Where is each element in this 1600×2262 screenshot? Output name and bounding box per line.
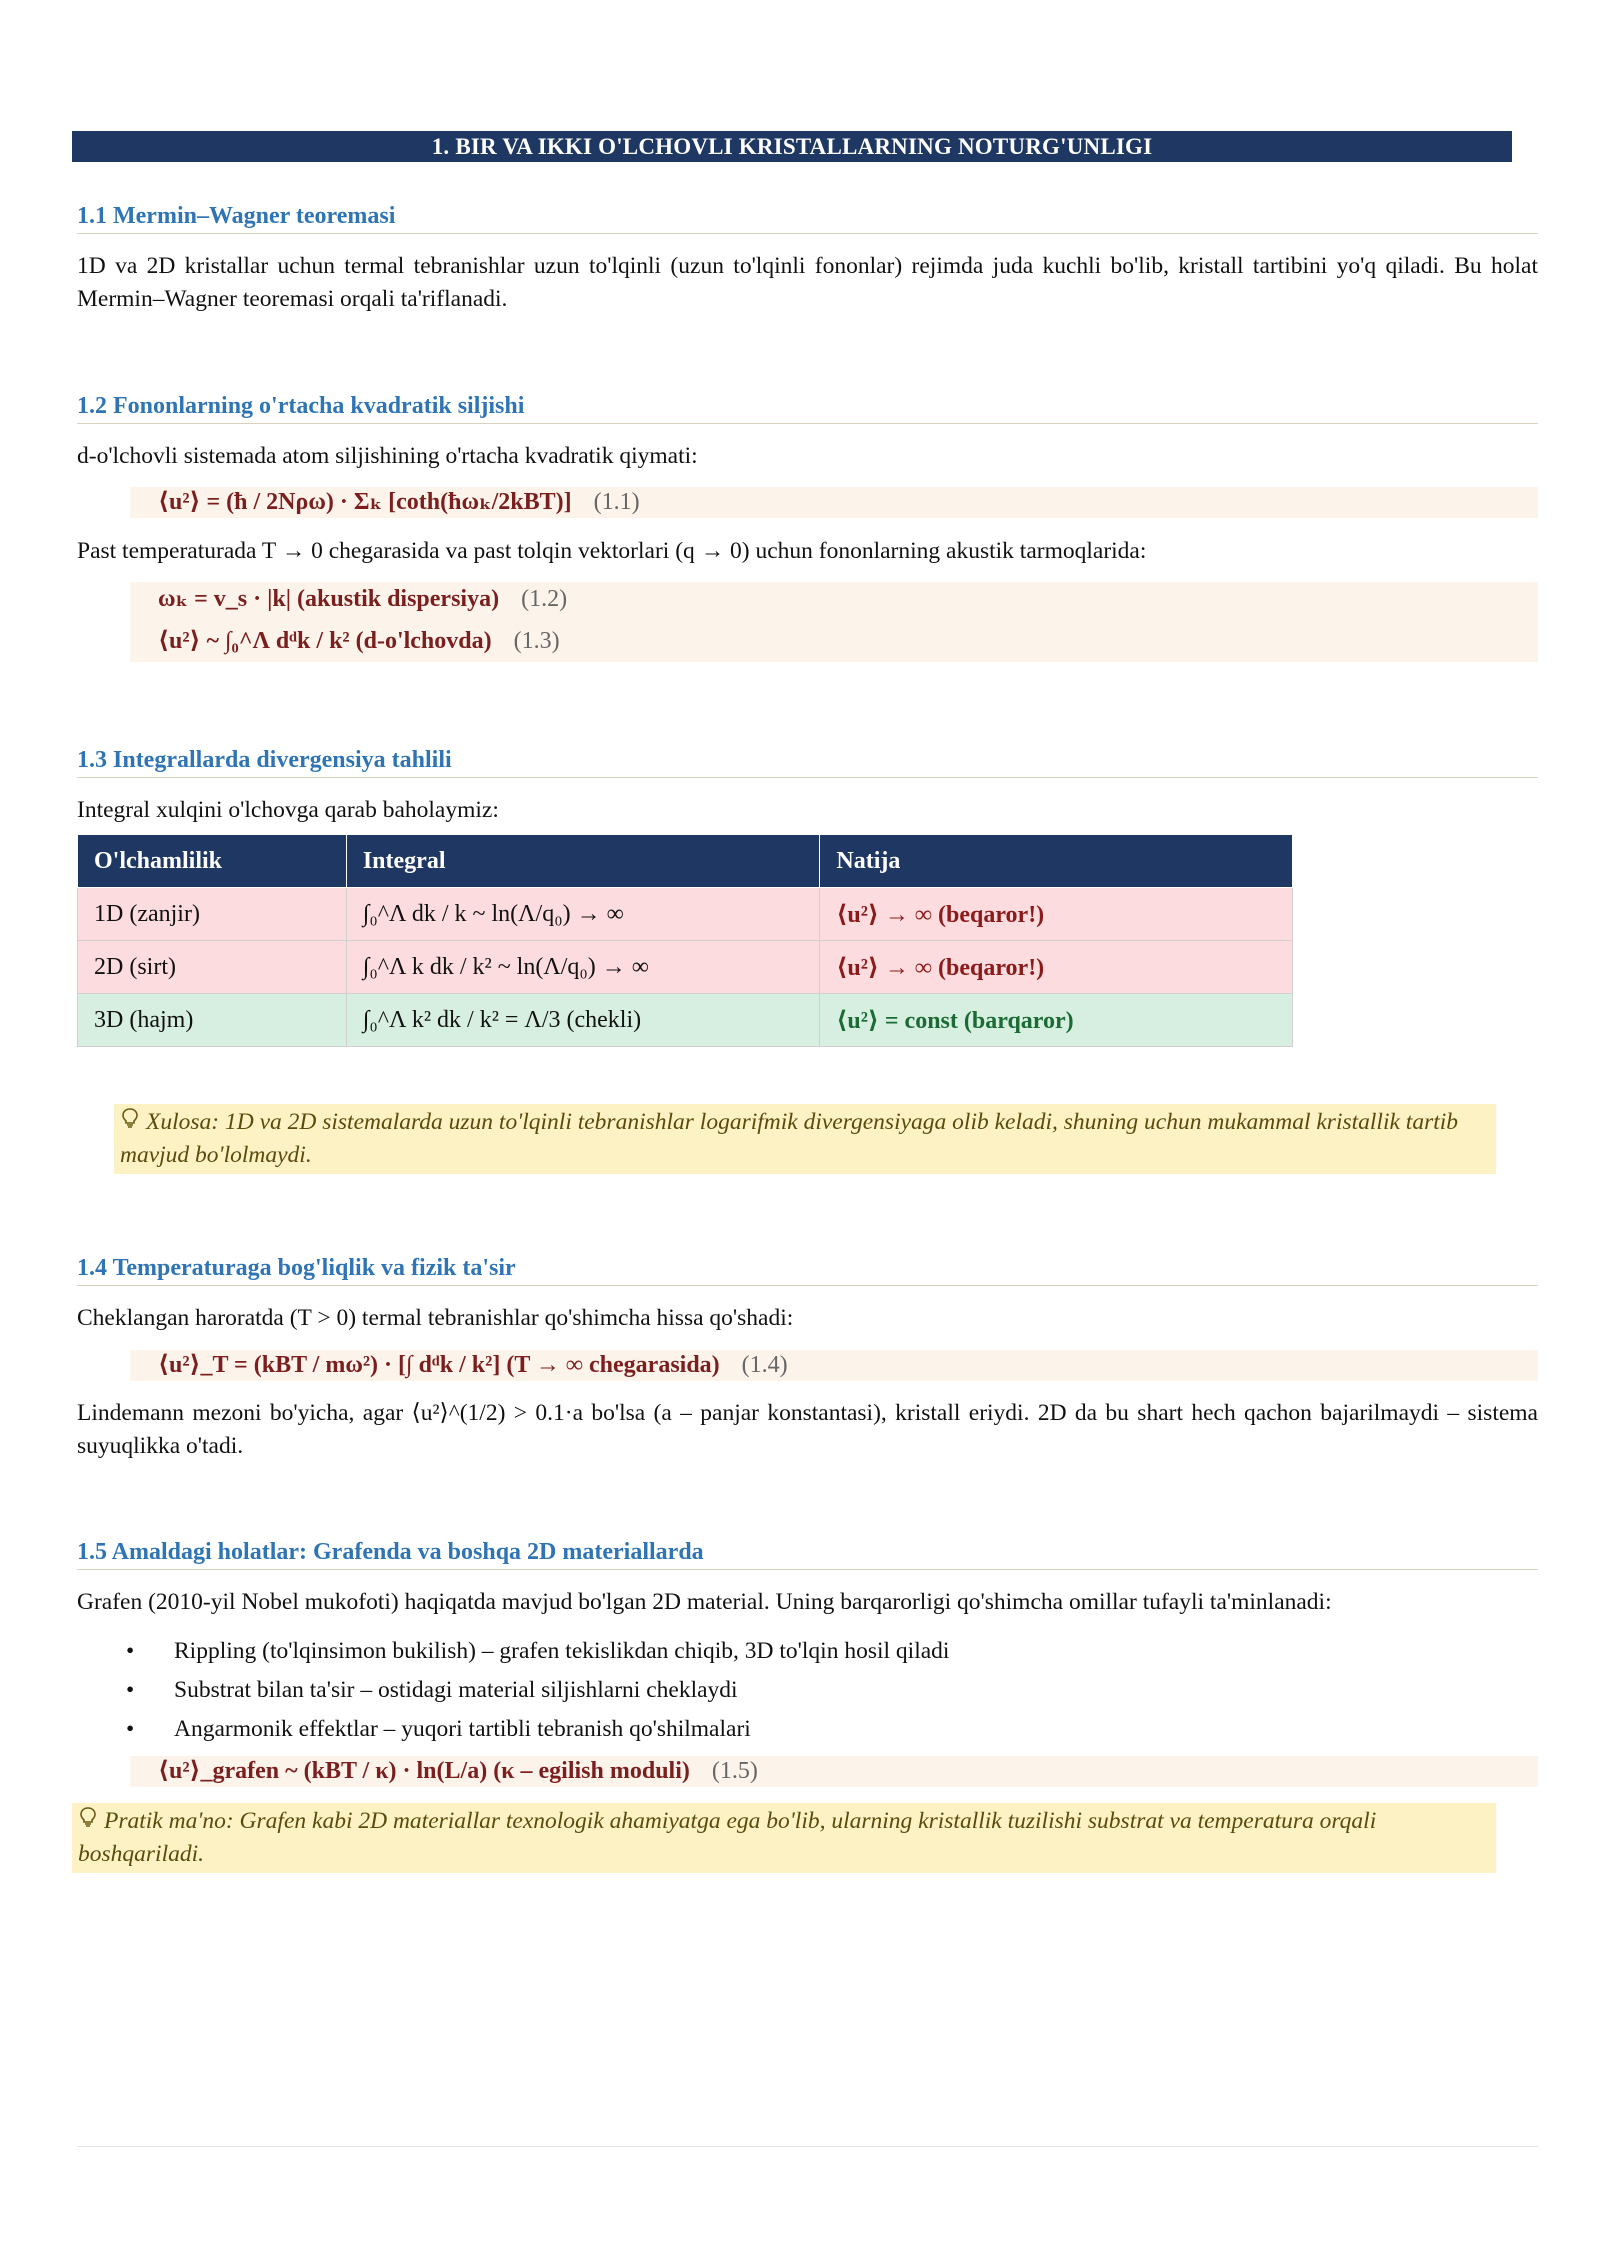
table-cell-result: ⟨u²⟩ → ∞ (beqaror!) bbox=[820, 888, 1293, 941]
practical-note bbox=[72, 1803, 1496, 1873]
conclusion-note bbox=[114, 1104, 1496, 1174]
equation-number: (1.3) bbox=[513, 628, 560, 654]
table-header-row bbox=[78, 835, 1293, 888]
paragraph-finite-temperature: Cheklangan haroratda (T > 0) termal tebranishlar qo'shimcha hissa qo'shadi: bbox=[77, 1305, 794, 1331]
chapter-title: 1. BIR VA IKKI O'LCHOVLI KRISTALLARNING NOTURG'UNLIGI bbox=[72, 131, 1512, 162]
list-item: • Angarmonik effektlar – yuqori tartibli tebranish qo'shilmalari bbox=[120, 1710, 949, 1749]
formula-1-5 bbox=[130, 1756, 1538, 1787]
table-cell-integral: ∫₀^Λ k² dk / k² = Λ/3 (chekli) bbox=[346, 994, 820, 1047]
table-row bbox=[78, 994, 1293, 1047]
section-heading-1-1: 1.1 Mermin–Wagner teoremasi bbox=[77, 201, 1538, 234]
table-cell-result: ⟨u²⟩ = const (barqaror) bbox=[820, 994, 1293, 1047]
table-cell-dimension: 3D (hajm) bbox=[78, 994, 347, 1047]
paragraph-low-temperature: Past temperaturada T → 0 chegarasida va past tolqin vektorlari (q → 0) uchun fononlarning akustik tarmoqlarida: bbox=[77, 538, 1147, 564]
formula-expression: ⟨u²⟩ = (ħ / 2Nρω) · Σₖ [coth(ħωₖ/2kBT)] bbox=[158, 489, 572, 515]
paragraph-integral-intro: Integral xulqini o'lchovga qarab baholaymiz: bbox=[77, 797, 499, 823]
formula-1-1 bbox=[130, 487, 1538, 518]
formula-expression: ⟨u²⟩_grafen ~ (kBT / κ) · ln(L/a) (κ – egilish moduli) bbox=[158, 1758, 690, 1784]
formula-expression: ⟨u²⟩_T = (kBT / mω²) · [∫ dᵈk / k²] (T → ∞ chegarasida) bbox=[158, 1352, 720, 1378]
equation-number: (1.5) bbox=[711, 1758, 758, 1784]
formula-1-4 bbox=[130, 1350, 1538, 1381]
table-header-cell: Integral bbox=[346, 835, 820, 888]
divergence-table bbox=[77, 834, 1293, 1047]
formula-expression: ⟨u²⟩ ~ ∫₀^Λ dᵈk / k² (d-o'lchovda) bbox=[158, 628, 492, 654]
paragraph-lindemann: Lindemann mezoni bo'yicha, agar ⟨u²⟩^(1/2) > 0.1·a bo'lsa (a – panjar konstantasi), kristall eriydi. 2D da bu shart hech qachon bajarilmaydi – sistema suyuqlikka o'tadi. bbox=[77, 1400, 1538, 1459]
equation-number: (1.1) bbox=[593, 489, 640, 515]
table-header-cell: O'lchamlilik bbox=[78, 835, 347, 888]
list-item: • Rippling (to'lqinsimon bukilish) – grafen tekislikdan chiqib, 3D to'lqin hosil qiladi bbox=[120, 1632, 949, 1671]
stability-factors-list bbox=[120, 1632, 949, 1749]
paragraph-intro-displacement: d-o'lchovli sistemada atom siljishining o'rtacha kvadratik qiymati: bbox=[77, 443, 698, 469]
table-cell-integral: ∫₀^Λ k dk / k² ~ ln(Λ/q₀) → ∞ bbox=[346, 941, 820, 994]
table-cell-dimension: 2D (sirt) bbox=[78, 941, 347, 994]
equation-number: (1.2) bbox=[521, 586, 568, 612]
table-row bbox=[78, 888, 1293, 941]
paragraph-mermin-wagner: 1D va 2D kristallar uchun termal tebranishlar uzun to'lqinli (uzun to'lqinli fononlar) rejimda juda kuchli bo'lib, kristall tartibini yo'q qiladi. Bu holat Mermin–Wagner teoremasi orqali ta'riflanadi. bbox=[77, 253, 1538, 312]
note-text: Pratik ma'no: Grafen kabi 2D materiallar texnologik ahamiyatga ega bo'lib, ularning kristallik tuzilishi substrat va temperatura orqali boshqariladi. bbox=[78, 1808, 1377, 1867]
table-cell-dimension: 1D (zanjir) bbox=[78, 888, 347, 941]
table-row bbox=[78, 941, 1293, 994]
lightbulb-icon bbox=[78, 1805, 98, 1838]
paragraph-graphene-intro: Grafen (2010-yil Nobel mukofoti) haqiqatda mavjud bo'lgan 2D material. Uning barqarorligi qo'shimcha omillar tufayli ta'minlanadi: bbox=[77, 1589, 1332, 1615]
table-header-cell: Natija bbox=[820, 835, 1293, 888]
section-heading-1-5: 1.5 Amaldagi holatlar: Grafenda va boshqa 2D materiallarda bbox=[77, 1537, 1538, 1570]
table-cell-result: ⟨u²⟩ → ∞ (beqaror!) bbox=[820, 941, 1293, 994]
section-heading-1-2: 1.2 Fononlarning o'rtacha kvadratik siljishi bbox=[77, 391, 1538, 424]
lightbulb-icon bbox=[120, 1106, 140, 1139]
section-heading-1-3: 1.3 Integrallarda divergensiya tahlili bbox=[77, 745, 1538, 778]
note-text: Xulosa: 1D va 2D sistemalarda uzun to'lqinli tebranishlar logarifmik divergensiyaga olib keladi, shuning uchun mukammal kristallik tartib mavjud bo'lolmaydi. bbox=[120, 1109, 1459, 1168]
formula-expression: ωₖ = v_s · |k| (akustik dispersiya) bbox=[158, 586, 500, 612]
section-heading-1-4: 1.4 Temperaturaga bog'liqlik va fizik ta'sir bbox=[77, 1253, 1538, 1286]
equation-number: (1.4) bbox=[741, 1352, 788, 1378]
formula-1-3 bbox=[130, 626, 1538, 662]
table-cell-integral: ∫₀^Λ dk / k ~ ln(Λ/q₀) → ∞ bbox=[346, 888, 820, 941]
formula-1-2 bbox=[130, 582, 1538, 626]
list-item: • Substrat bilan ta'sir – ostidagi material siljishlarni cheklaydi bbox=[120, 1671, 949, 1710]
footer-divider bbox=[77, 2146, 1538, 2147]
